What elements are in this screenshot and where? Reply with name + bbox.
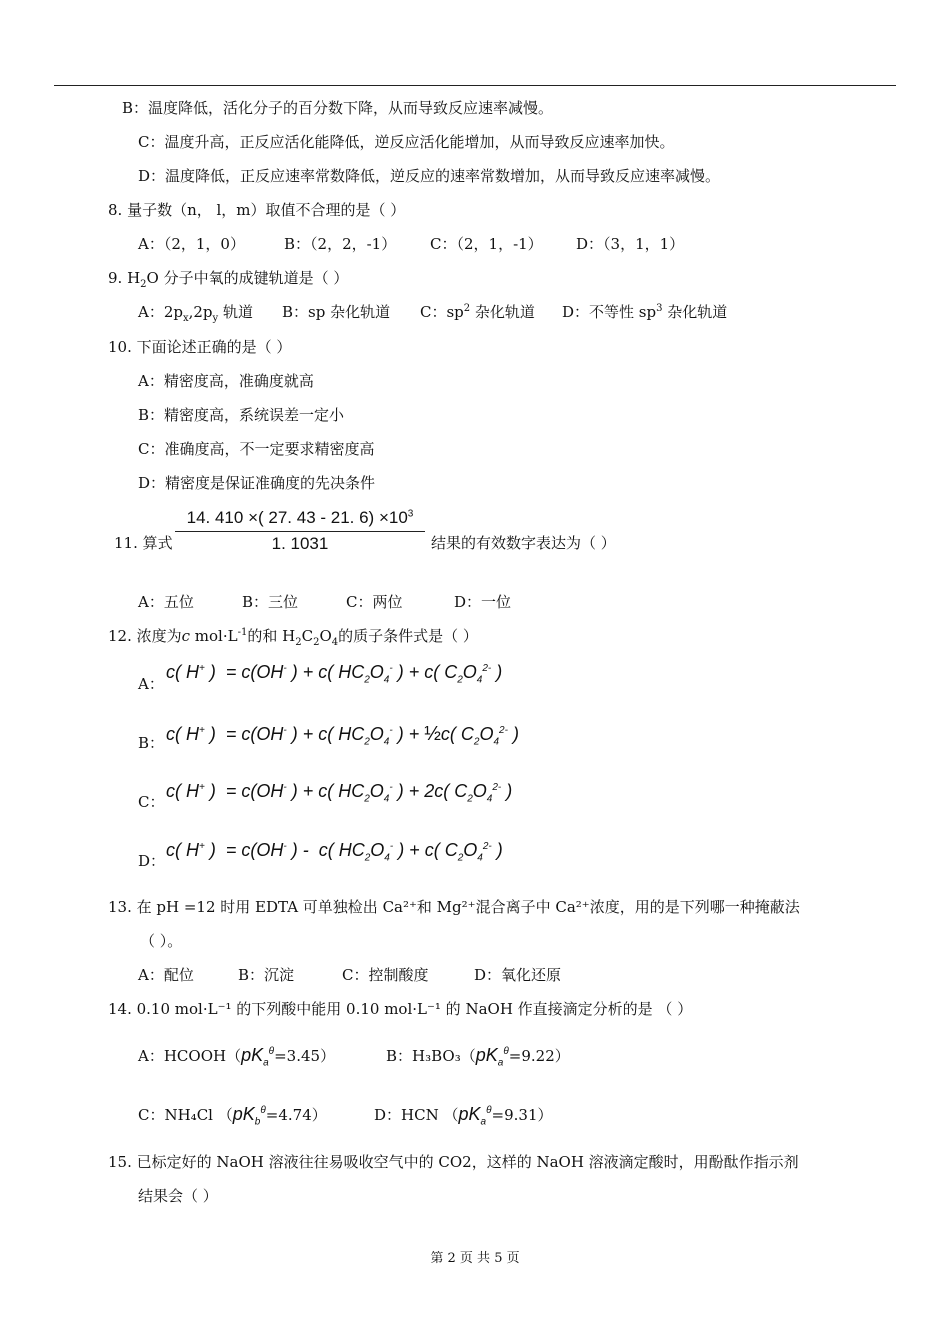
header-rule xyxy=(54,85,896,86)
q12-label-c: C： xyxy=(138,793,165,811)
q11-denominator: 1. 1031 xyxy=(271,534,329,553)
q14-option-c: C：NH₄Cl $(pK_b^\theta=4.74)$ xyxy=(138,1104,327,1128)
q12-label-b: B： xyxy=(138,734,165,752)
q9-option-c: C：$sp^2$ 杂化轨道 xyxy=(420,303,535,321)
q12-stem: 12. 浓度为c $mol\cdot L^{-1}$的和 $H_2C_2O_4$的质子条件式是（ ） xyxy=(108,627,478,648)
q7-option-c: C：温度升高，正反应活化能降低，逆反应活化能增加，从而导致反应速率加快。 xyxy=(138,133,675,151)
q13-option-c: C：控制酸度 xyxy=(342,966,429,984)
pkb-symbol: $pK_b^\theta$ xyxy=(232,1104,266,1128)
q14-option-b: B：$H_3BO_3(pK_a^\theta=9.22)$ xyxy=(386,1045,570,1069)
q13-stem-blank: （ ）。 xyxy=(140,932,183,950)
q12-equation-c: c( H+ ) = c(OH- ) + c( $HC_2O_4^-$ ) + 2c( $C_2O_4^{2-}$ ) xyxy=(166,781,513,805)
q10-stem: 10. 下面论述正确的是（ ） xyxy=(108,338,292,356)
q13-option-d: D：氧化还原 xyxy=(474,966,562,984)
q15-stem-blank: 结果会（ ） xyxy=(138,1187,218,1205)
q9-option-b: B：sp 杂化轨道 xyxy=(282,303,391,321)
q11-fraction xyxy=(175,508,425,554)
q15-stem: 15. 已标定好的 NaOH 溶液往往易吸收空气中的 CO2，这样的 NaOH 溶液滴定酸时，用酚酞作指示剂 xyxy=(108,1153,799,1171)
q7-option-b: B：温度降低，活化分子的百分数下降，从而导致反应速率减慢。 xyxy=(122,99,554,117)
pka-symbol: $pK_a^\theta$ xyxy=(241,1045,275,1069)
q8-option-a: A：（2，1，0） xyxy=(138,235,245,253)
q8-option-d: D：（3，1，1） xyxy=(576,235,685,253)
q14-stem: 14. 0.10 mol·L⁻¹ 的下列酸中能用 0.10 mol·L⁻¹ 的 NaOH 作直接滴定分析的是 （ ） xyxy=(108,1000,693,1018)
q9-option-a: A：$2p_x,2p_y$ 轨道 xyxy=(138,303,253,324)
q9-options xyxy=(138,302,727,322)
q11-option-c: C：两位 xyxy=(346,593,403,611)
q7-option-d: D：温度降低，正反应速率常数降低，逆反应的速率常数增加，从而导致反应速率减慢。 xyxy=(138,167,721,185)
q10-option-a: A：精密度高，准确度就高 xyxy=(138,372,314,390)
q11-numerator: 14. 410 ×( 27. 43 - 21. $6) \times 10^3$ xyxy=(175,508,425,532)
q11-prefix: 11. 算式 xyxy=(114,534,173,552)
q10-option-d: D：精密度是保证准确度的先决条件 xyxy=(138,474,376,492)
pka-symbol: $pK_a^\theta$ xyxy=(475,1045,509,1069)
q12-label-a: A： xyxy=(138,675,164,693)
q12-equation-b: c( H+ ) = c(OH- ) + c( $HC_2O_4^-$ ) + ½c( $C_2O_4^{2-}$ ) xyxy=(166,723,519,748)
q10-option-b: B：精密度高，系统误差一定小 xyxy=(138,406,345,424)
q14-option-d: D：HCN $(pK_a^\theta=9.31)$ xyxy=(374,1104,553,1128)
q12-label-d: D： xyxy=(138,852,166,870)
q9-option-d: D：不等性 $sp^3$ 杂化轨道 xyxy=(562,303,728,321)
q11-option-a: A：五位 xyxy=(138,593,194,611)
q13-stem: 13. 在 pH =12 时用 EDTA 可单独检出 Ca²⁺和 Mg²⁺混合离子中 Ca²⁺浓度，用的是下列哪一种掩蔽法 xyxy=(108,898,800,916)
q8-options xyxy=(138,234,684,254)
q11-options xyxy=(138,592,511,612)
q8-option-c: C：（2，1，-1） xyxy=(430,235,543,253)
pka-symbol: $pK_a^\theta$ xyxy=(458,1104,492,1128)
q8-stem: 8. 量子数（n， l，m）取值不合理的是（ ） xyxy=(108,201,406,219)
q8-option-b: B：（2，2，-1） xyxy=(284,235,397,253)
q13-options xyxy=(138,965,561,985)
q14-option-a: A：$HCOOH(pK_a^\theta=3.45)$ xyxy=(138,1045,336,1069)
q10-option-c: C：准确度高，不一定要求精密度高 xyxy=(138,440,375,458)
q13-option-b: B：沉淀 xyxy=(238,966,295,984)
q9-stem: 9. $H_2O$ 分子中氧的成键轨道是（ ） xyxy=(108,269,349,290)
q11-option-d: D：一位 xyxy=(454,593,512,611)
page-footer: 第 2 页 共 5 页 xyxy=(430,1251,520,1266)
q13-option-a: A：配位 xyxy=(138,966,194,984)
q12-equation-a: c( H+ ) = c(OH- ) + c( $HC_2O_4^-$ ) + c( $C_2O_4^{2-}$ ) xyxy=(166,662,503,686)
q12-equation-d: c( H+ ) = c(OH- ) - c( $HC_2O_4^-$ ) + c( $C_2O_4^{2-}$ ) xyxy=(166,840,503,864)
q11-option-b: B：三位 xyxy=(242,593,299,611)
q11-suffix: 结果的有效数字表达为（ ） xyxy=(431,534,616,552)
